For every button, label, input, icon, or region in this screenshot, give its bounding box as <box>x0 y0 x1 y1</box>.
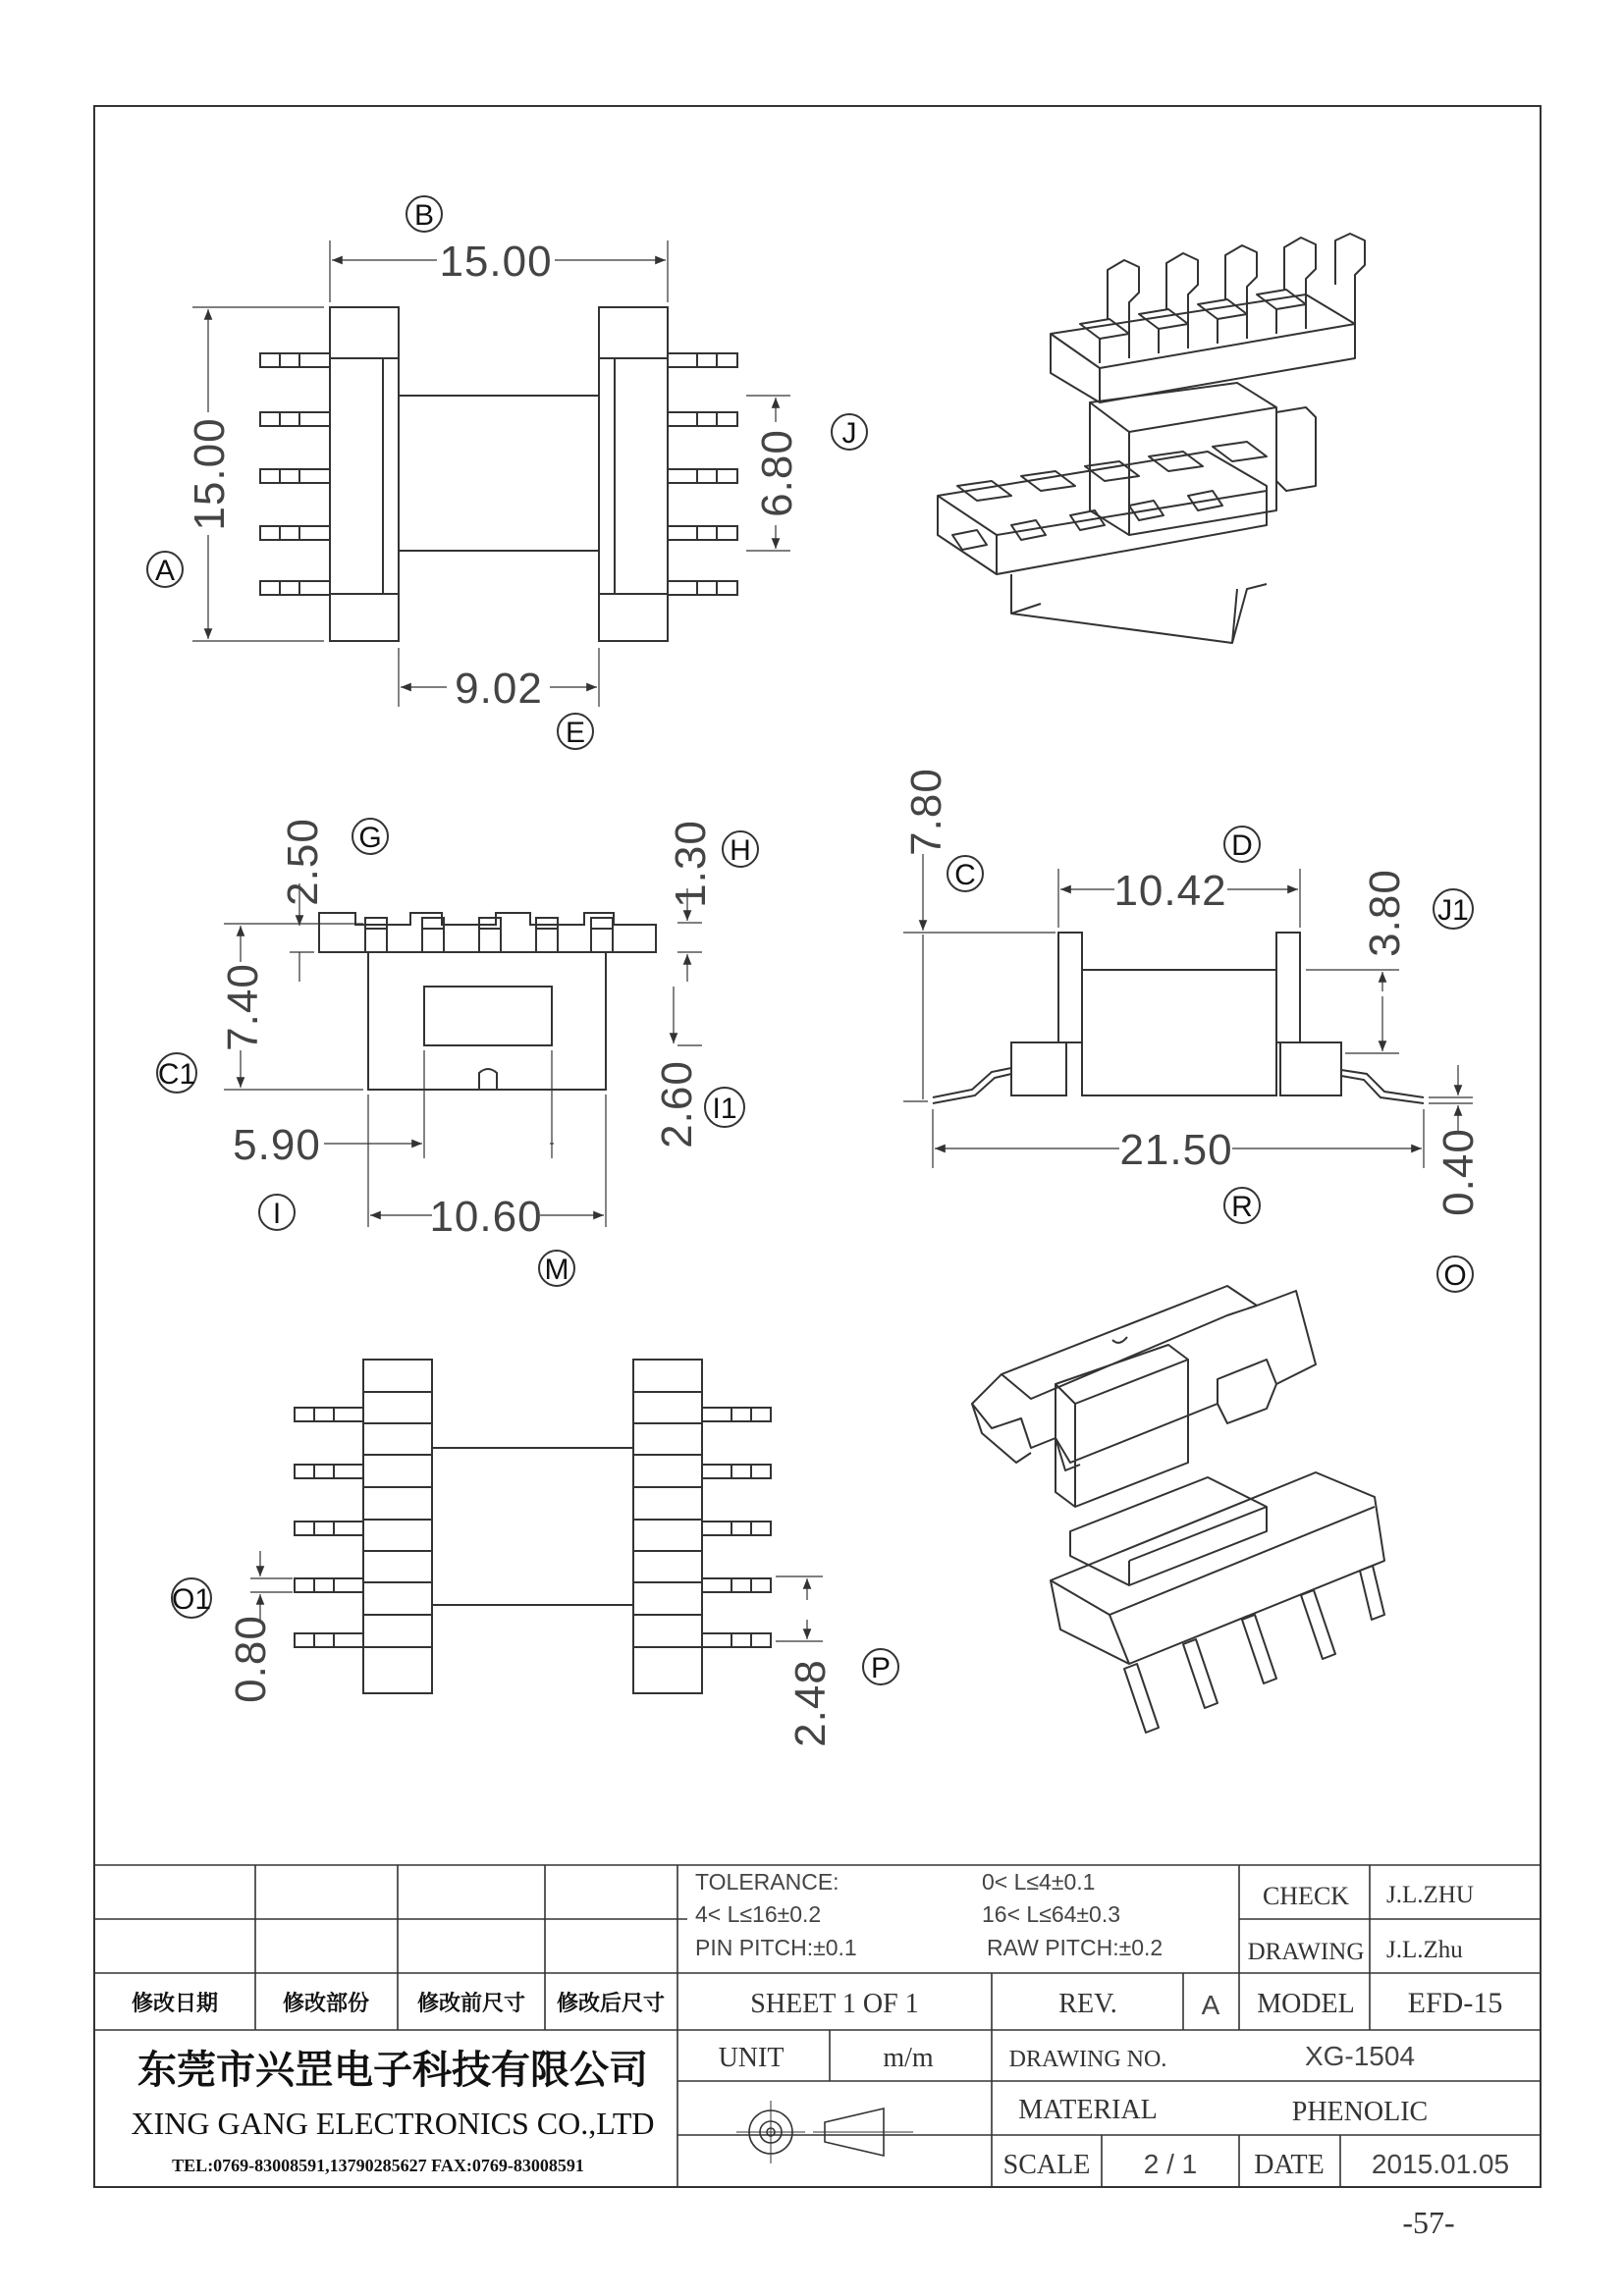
svg-text:P: P <box>870 1652 892 1684</box>
revision-header-part: 修改部份 <box>282 1992 370 2016</box>
svg-text:M: M <box>544 1254 569 1286</box>
label-c <box>947 856 983 891</box>
tolerance-range-1: 0< L≤4±0.1 <box>982 1869 1096 1895</box>
date-label: DATE <box>1254 2150 1325 2180</box>
top-view <box>192 240 790 707</box>
bottom-view <box>250 1360 823 1693</box>
label-i <box>259 1195 295 1230</box>
label-h <box>723 831 758 867</box>
dim-b-value: 15.00 <box>439 238 553 286</box>
label-o <box>1437 1256 1473 1292</box>
dim-o1-value: 0.80 <box>227 1615 275 1703</box>
company-name-cn: 东莞市兴罡电子科技有限公司 <box>137 2048 648 2093</box>
dim-j1-value: 3.80 <box>1361 869 1409 957</box>
pin-pitch-tolerance: PIN PITCH:±0.1 <box>695 1935 857 1960</box>
svg-text:C1: C1 <box>157 1058 196 1091</box>
dim-j-value: 6.80 <box>753 429 801 517</box>
model-value: EFD-15 <box>1407 1987 1503 2019</box>
svg-text:H: H <box>730 834 751 867</box>
dim-c1-value: 7.40 <box>219 963 267 1051</box>
svg-text:G: G <box>358 822 382 854</box>
tolerance-range-3: 16< L≤64±0.3 <box>982 1901 1120 1927</box>
dim-i1-value: 2.60 <box>653 1060 701 1148</box>
company-contact: TEL:0769-83008591,13790285627 FAX:0769-83008591 <box>172 2156 584 2175</box>
svg-text:J: J <box>841 417 857 450</box>
dim-i-value: 5.90 <box>233 1121 321 1169</box>
drawing-value: J.L.Zhu <box>1386 1937 1463 1963</box>
drawing-no-label: DRAWING NO. <box>1008 2047 1167 2072</box>
scale-value: 2 / 1 <box>1143 2149 1198 2179</box>
rev-label: REV. <box>1058 1989 1117 2019</box>
svg-text:C: C <box>954 859 976 891</box>
check-value: J.L.ZHU <box>1386 1882 1474 1908</box>
unit-label: UNIT <box>718 2043 785 2073</box>
dim-c-value: 7.80 <box>902 768 950 856</box>
front-view <box>224 883 702 1227</box>
svg-text:B: B <box>413 199 435 232</box>
label-b <box>406 196 442 232</box>
material-label: MATERIAL <box>1018 2095 1158 2125</box>
svg-text:R: R <box>1231 1191 1253 1223</box>
svg-text:A: A <box>154 555 176 587</box>
dim-e-value: 9.02 <box>455 665 543 713</box>
dim-h-value: 1.30 <box>667 820 715 908</box>
label-j1 <box>1434 889 1473 929</box>
raw-pitch-tolerance: RAW PITCH:±0.2 <box>987 1935 1164 1960</box>
label-m <box>539 1251 574 1286</box>
svg-text:O1: O1 <box>171 1583 212 1616</box>
label-p <box>863 1649 898 1684</box>
label-a <box>147 552 183 587</box>
label-j <box>832 414 867 450</box>
svg-text:J1: J1 <box>1437 894 1469 927</box>
dim-m-value: 10.60 <box>429 1193 543 1241</box>
company-name-en: XING GANG ELECTRONICS CO.,LTD <box>131 2106 655 2141</box>
drawing-no-value: XG-1504 <box>1304 2041 1416 2071</box>
rev-value: A <box>1201 1990 1220 2020</box>
dim-d-value: 10.42 <box>1113 867 1227 915</box>
dim-o-value: 0.40 <box>1435 1128 1483 1216</box>
dim-a-value: 15.00 <box>186 417 234 531</box>
label-c1 <box>157 1053 196 1093</box>
label-i1 <box>705 1088 744 1127</box>
dim-r-value: 21.50 <box>1119 1126 1233 1174</box>
svg-text:I1: I1 <box>712 1093 737 1125</box>
date-value: 2015.01.05 <box>1371 2149 1510 2179</box>
svg-text:E: E <box>565 717 586 749</box>
revision-header-before: 修改前尺寸 <box>416 1992 526 2016</box>
material-value: PHENOLIC <box>1291 2097 1429 2127</box>
label-d <box>1224 827 1260 862</box>
dim-p-value: 2.48 <box>786 1659 835 1747</box>
page-number: -57- <box>1402 2205 1455 2240</box>
label-r <box>1224 1188 1260 1223</box>
isometric-view-bottom <box>972 1286 1384 1733</box>
svg-text:D: D <box>1231 829 1253 862</box>
revision-header-after: 修改后尺寸 <box>556 1992 666 2016</box>
unit-value: m/m <box>883 2043 934 2073</box>
label-g <box>352 819 388 854</box>
sheet-number: SHEET 1 OF 1 <box>750 1989 919 2019</box>
label-e <box>558 714 593 749</box>
svg-text:O: O <box>1443 1259 1467 1292</box>
tolerance-range-2: 4< L≤16±0.2 <box>695 1901 822 1927</box>
revision-header-date: 修改日期 <box>131 1992 219 2016</box>
model-label: MODEL <box>1257 1989 1355 2019</box>
label-o1 <box>172 1578 211 1618</box>
drawing-label: DRAWING <box>1247 1939 1365 1965</box>
scale-label: SCALE <box>1002 2150 1091 2180</box>
tolerance-title: TOLERANCE: <box>695 1869 839 1895</box>
isometric-view-top <box>938 234 1365 643</box>
dim-g-value: 2.50 <box>279 818 327 906</box>
svg-text:I: I <box>272 1198 282 1230</box>
check-label: CHECK <box>1262 1882 1350 1910</box>
